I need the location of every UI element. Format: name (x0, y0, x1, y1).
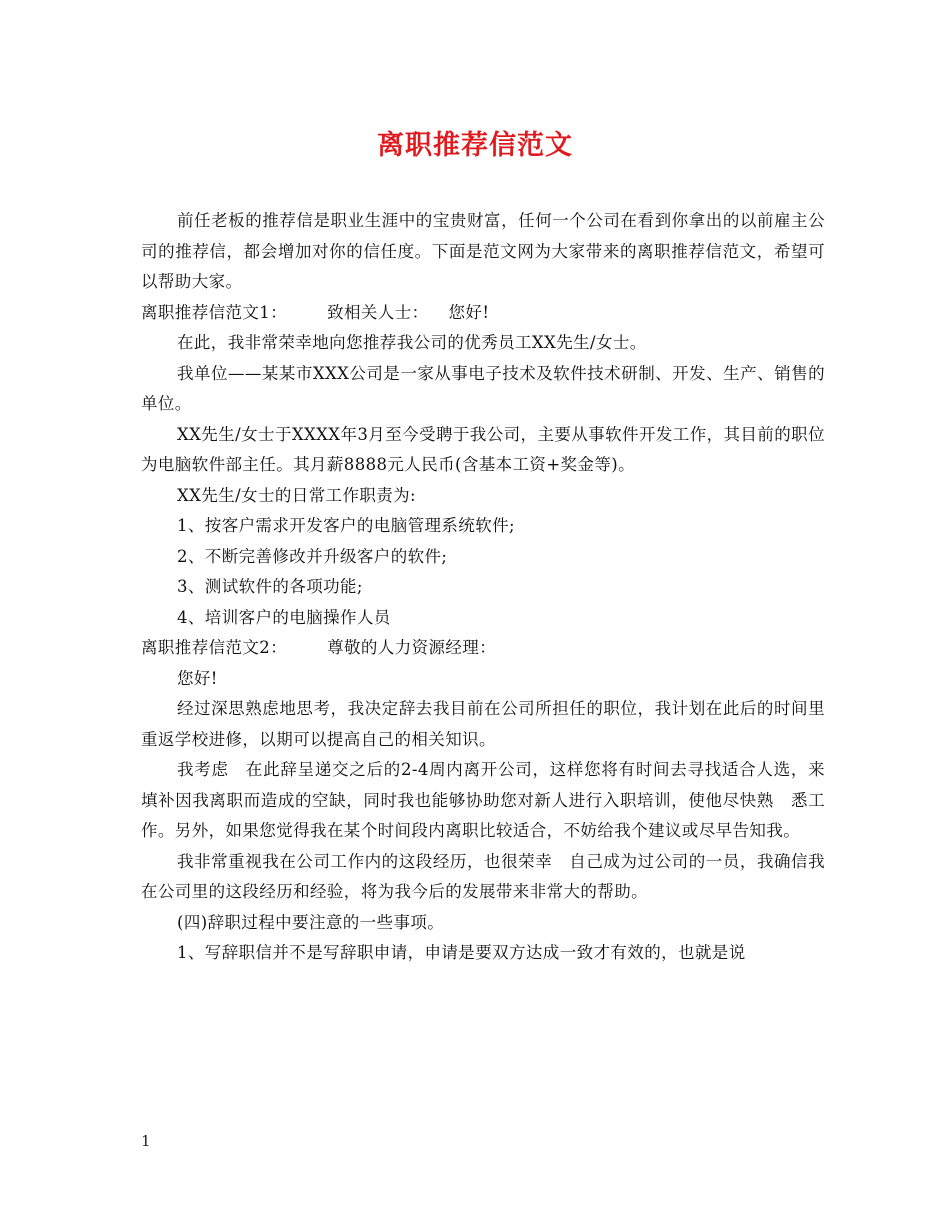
duties-heading: XX先生/女士的日常工作职责为: (177, 485, 417, 505)
document-title: 离职推荐信范文 (377, 130, 573, 161)
employment-paragraph: XX先生/女士于XXXX年3月至今受聘于我公司，主要从事软件开发工作，其目前的职位为电脑软件部主任。其月薪8888元人民币(含基本工资+奖金等)。 (141, 424, 825, 474)
sample-1-salutation: 致相关人士： (327, 302, 429, 322)
sample-1-greeting: 您好! (448, 302, 490, 322)
recommendation-paragraph: 在此，我非常荣幸地向您推荐我公司的优秀员工XX先生/女士。 (177, 333, 647, 352)
duty-item: 1、按客户需求开发客户的电脑管理系统软件; (177, 516, 515, 535)
document-body (141, 206, 825, 969)
notes-heading: (四)辞职过程中要注意的一些事项。 (177, 912, 445, 932)
sample-2-heading-line (141, 633, 825, 664)
page-number: 1 (141, 1132, 151, 1150)
sample-2-salutation: 尊敬的人力资源经理： (327, 638, 497, 657)
company-paragraph: 我单位——某某市XXX公司是一家从事电子技术及软件技术研制、开发、生产、销售的单位。 (141, 363, 825, 413)
duty-item: 3、测试软件的各项功能; (177, 577, 363, 596)
gratitude-paragraph: 我非常重视我在公司工作内的这段经历，也很荣幸 自己成为过公司的一员，我确信我在公司里的这段经历和经验，将为我今后的发展带来非常大的帮助。 (141, 851, 825, 901)
sample-1-heading-line (141, 298, 825, 329)
intro-paragraph: 前任老板的推荐信是职业生涯中的宝贵财富，任何一个公司在看到你拿出的以前雇主公司的推荐信，都会增加对你的信任度。下面是范文网为大家带来的离职推荐信范文，希望可以帮助大家。 (141, 211, 825, 291)
duty-item: 2、不断完善修改并升级客户的软件; (177, 546, 448, 566)
greeting-line: 您好! (177, 668, 218, 688)
handover-paragraph: 我考虑 在此辞呈递交之后的2-4周内离开公司，这样您将有时间去寻找适合人选，来填补因我离职而造成的空缺，同时我也能够协助您对新人进行入职培训，使他尽快熟 悉工作。另外，如果您觉得我在某个时间段内离职比较适合，不妨给我个建议或尽早告知我。 (141, 760, 825, 840)
duty-item: 4、培训客户的电脑操作人员 (177, 607, 391, 627)
sample-1-label: 离职推荐信范文1： (141, 302, 288, 322)
sample-2-label: 离职推荐信范文2： (141, 638, 288, 657)
resignation-paragraph: 经过深思熟虑地思考，我决定辞去我目前在公司所担任的职位，我计划在此后的时间里重返学校进修，以期可以提高自己的相关知识。 (141, 699, 825, 749)
note-item: 1、写辞职信并不是写辞职申请，申请是要双方达成一致才有效的，也就是说 (177, 943, 746, 962)
